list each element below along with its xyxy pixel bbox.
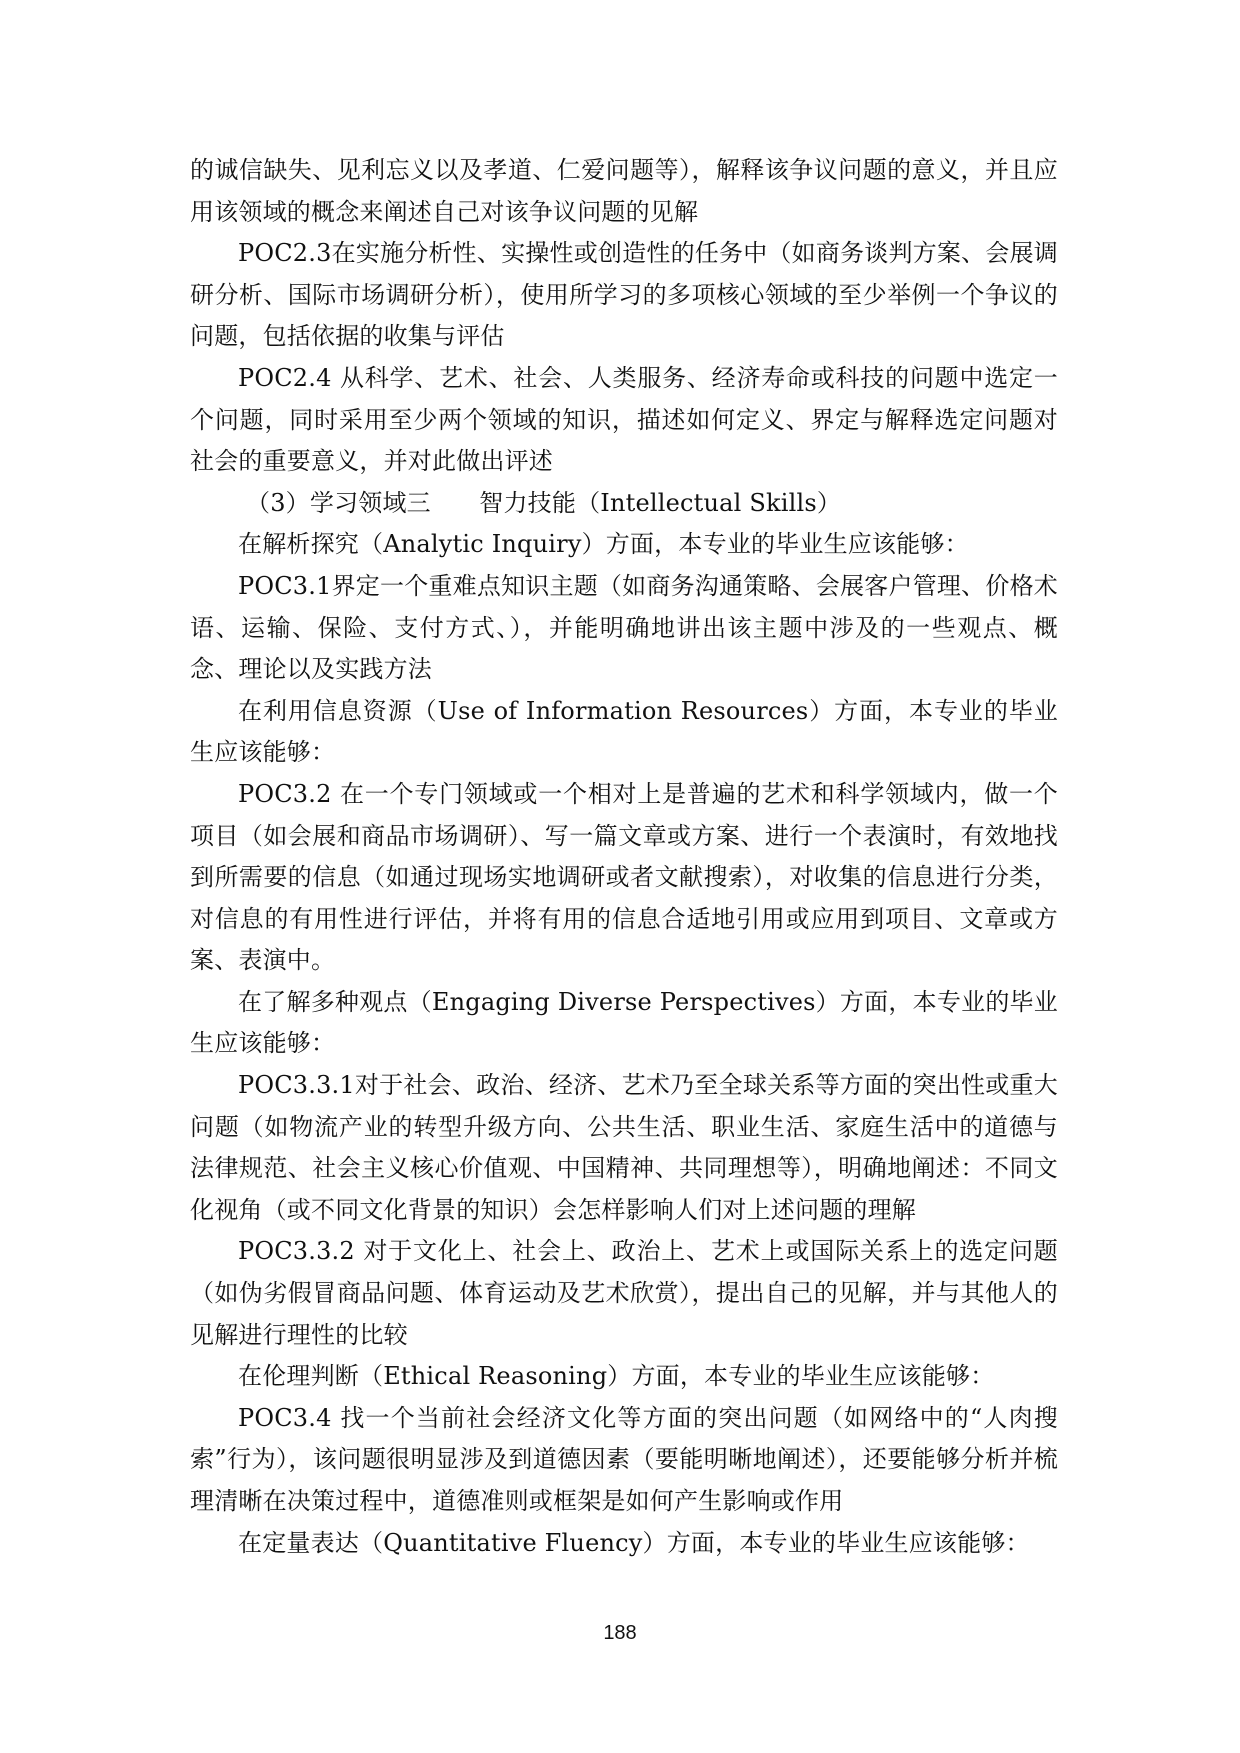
paragraph-poc3-3-2: POC3.3.2 对于文化上、社会上、政治上、艺术上或国际关系上的选定问题（如伪劣假冒商品问题、体育运动及艺术欣赏），提出自己的见解，并与其他人的见解进行理性的比较 [190, 1237, 1058, 1349]
section-heading-learning-area-3: （3）学习领域三 智力技能（Intellectual Skills） [246, 488, 842, 517]
paragraph-diverse-perspectives: 在了解多种观点（Engaging Diverse Perspectives）方面，本专业的毕业生应该能够： [190, 987, 1058, 1058]
paragraph-poc2-4: POC2.4 从科学、艺术、社会、人类服务、经济寿命或科技的问题中选定一个问题，同时采用至少两个领域的知识，描述如何定义、界定与解释选定问题对社会的重要意义，并对此做出评述 [190, 363, 1058, 476]
paragraph-poc2-3: POC2.3在实施分析性、实操性或创造性的任务中（如商务谈判方案、会展调研分析、国际市场调研分析），使用所学习的多项核心领域的至少举例一个争议的问题，包括依据的收集与评估 [190, 239, 1058, 351]
paragraph-information-resources: 在利用信息资源（Use of Information Resources）方面，本专业的毕业生应该能够： [190, 696, 1058, 767]
paragraph-quantitative-fluency: 在定量表达（Quantitative Fluency）方面，本专业的毕业生应该能够： [238, 1528, 1030, 1557]
paragraph-continuation: 的诚信缺失、见利忘义以及孝道、仁爱问题等），解释该争议问题的意义，并且应用该领域的概念来阐述自己对该争议问题的见解 [190, 156, 1058, 226]
paragraph-ethical-reasoning: 在伦理判断（Ethical Reasoning）方面，本专业的毕业生应该能够： [238, 1362, 995, 1391]
page-body [190, 150, 1058, 1564]
paragraph-poc3-2: POC3.2 在一个专门领域或一个相对上是普遍的艺术和科学领域内，做一个项目（如会展和商品市场调研）、写一篇文章或方案、进行一个表演时，有效地找到所需要的信息（如通过现场实地调研或者文献搜索），对收集的信息进行分类，对信息的有用性进行评估，并将有用的信息合适地引用或应用到项目、文章或方案、表演中。 [190, 779, 1058, 975]
paragraph-poc3-1: POC3.1界定一个重难点知识主题（如商务沟通策略、会展客户管理、价格术语、运输、保险、支付方式、），并能明确地讲出该主题中涉及的一些观点、概念、理论以及实践方法 [190, 571, 1058, 684]
paragraph-analytic-inquiry: 在解析探究（Analytic Inquiry）方面，本专业的毕业生应该能够： [238, 530, 969, 559]
page-number: 188 [603, 1622, 637, 1644]
paragraph-poc3-4: POC3.4 找一个当前社会经济文化等方面的突出问题（如网络中的“人肉搜索”行为），该问题很明显涉及到道德因素（要能明晰地阐述），还要能够分析并梳理清晰在决策过程中，道德准则或框架是如何产生影响或作用 [190, 1403, 1058, 1515]
paragraph-poc3-3-1: POC3.3.1对于社会、政治、经济、艺术乃至全球关系等方面的突出性或重大问题（如物流产业的转型升级方向、公共生活、职业生活、家庭生活中的道德与法律规范、社会主义核心价值观、中国精神、共同理想等），明确地阐述：不同文化视角（或不同文化背景的知识）会怎样影响人们对上述问题的理解 [190, 1071, 1058, 1224]
